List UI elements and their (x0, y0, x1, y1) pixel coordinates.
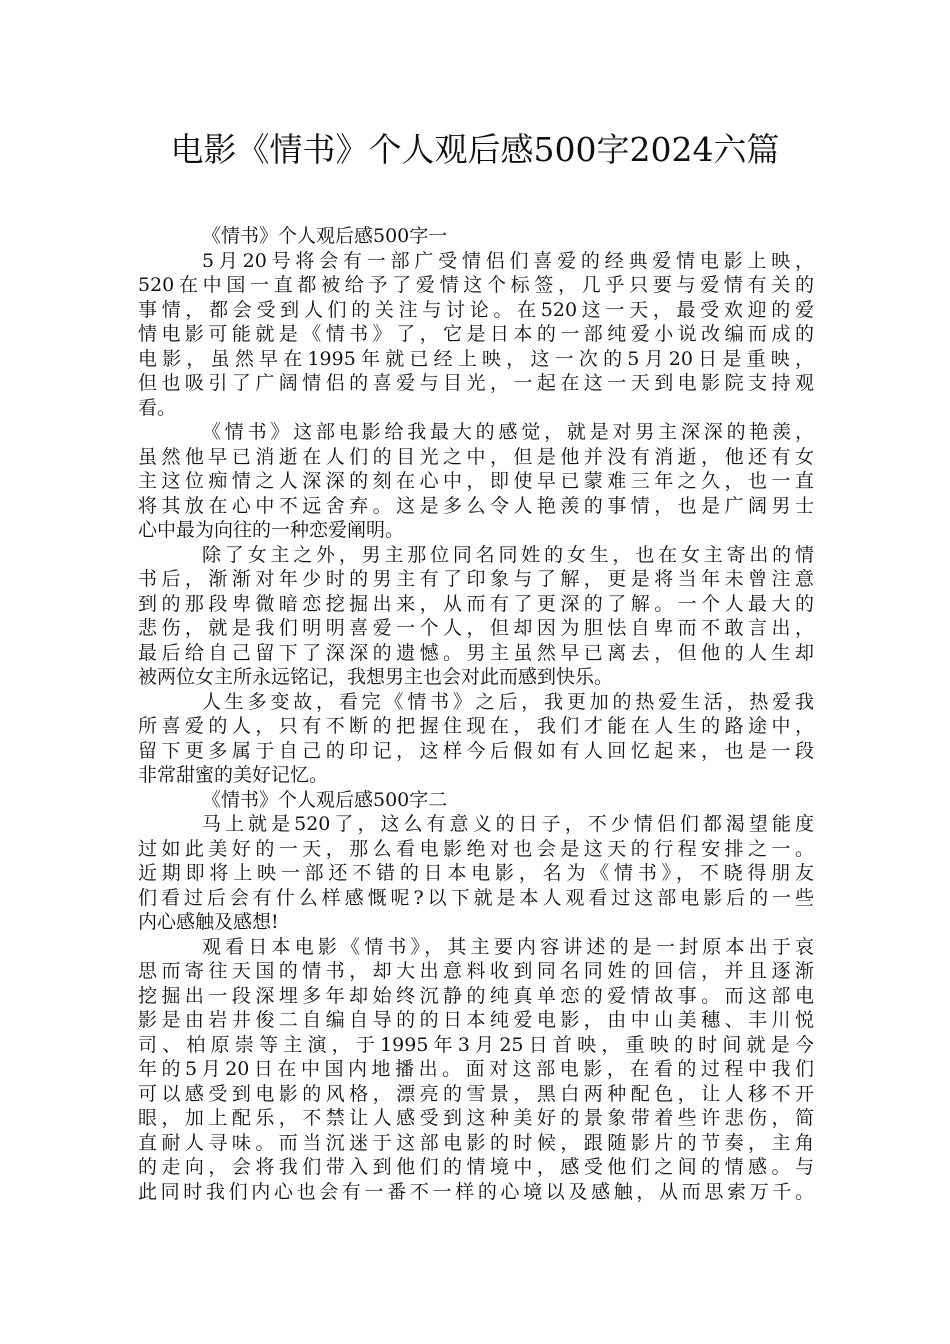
text-line: 主这位痴情之人深深的刻在心中，即使早已蒙难三年之久，也一直 (138, 470, 814, 492)
text-line: 司、柏原崇等主演，于1995年3月25日首映，重映的时间就是今 (138, 1033, 814, 1056)
text-line: 观看日本电影《情书》，其主要内容讲述的是一封原本出于哀 (202, 935, 814, 958)
text-line: 《情书》个人观后感500字二 (202, 788, 448, 811)
text-line: 留下更多属于自己的印记，这样今后假如有人回忆起来，也是一段 (138, 739, 814, 762)
text-line: 内心感触及感想! (138, 911, 279, 933)
text-line: 近期即将上映一部还不错的日本电影，名为《情书》，不晓得朋友 (138, 862, 814, 884)
text-line: 所喜爱的人，只有不断的把握住现在，我们才能在人生的路途中， (138, 715, 814, 737)
text-line: 《情书》这部电影给我最大的感觉，就是对男主深深的艳羡， (202, 421, 814, 443)
text-line: 马上就是520了，这么有意义的日子，不少情侣们都渴望能度 (202, 813, 814, 835)
text-line: 最后给自己留下了深深的遗憾。男主虽然早已离去，但他的人生却 (138, 641, 814, 664)
text-line: 5月20号将会有一部广受情侣们喜爱的经典爱情电影上映， (202, 249, 814, 272)
text-line: 年的5月20日在中国内地播出。面对这部电影，在看的过程中我们 (138, 1058, 814, 1080)
document-body (138, 224, 814, 1204)
text-line: 事情，都会受到人们的关注与讨论。在520这一天，最受欢迎的爱 (138, 298, 814, 321)
text-line: 过如此美好的一天，那么看电影绝对也会是这天的行程安排之一。 (138, 837, 814, 860)
text-line: 但也吸引了广阔情侣的喜爱与目光，一起在这一天到电影院支持观 (138, 372, 814, 394)
text-line: 被两位女主所永远铭记，我想男主也会对此而感到快乐。 (138, 666, 614, 688)
text-line: 影是由岩井俊二自编自导的的日本纯爱电影，由中山美穗、丰川悦 (138, 1009, 814, 1031)
text-line: 书后，渐渐对年少时的男主有了印象与了解，更是将当年未曾注意 (138, 568, 814, 590)
text-line: 眼，加上配乐，不禁让人感受到这种美好的景象带着些许悲伤，简 (138, 1107, 814, 1129)
text-line: 的走向，会将我们带入到他们的情境中，感受他们之间的情感。与 (138, 1156, 814, 1178)
text-line: 此同时我们内心也会有一番不一样的心境以及感触，从而思索万千。 (138, 1180, 814, 1203)
text-line: 到的那段卑微暗恋挖掘出来，从而有了更深的了解。一个人最大的 (138, 592, 814, 615)
text-line: 《情书》个人观后感500字一 (202, 225, 448, 247)
text-line: 们看过后会有什么样感慨呢?以下就是本人观看过这部电影后的一些 (138, 886, 814, 909)
text-line: 挖掘出一段深埋多年却始终沉静的纯真单恋的爱情故事。而这部电 (138, 984, 814, 1007)
text-line: 悲伤，就是我们明明喜爱一个人，但却因为胆怯自卑而不敢言出， (138, 617, 814, 639)
text-line: 520在中国一直都被给予了爱情这个标签，几乎只要与爱情有关的 (138, 274, 814, 296)
text-line: 直耐人寻味。而当沉迷于这部电影的时候，跟随影片的节奏，主角 (138, 1131, 814, 1154)
document-title: 电影《情书》个人观后感500字2024六篇 (170, 130, 780, 169)
text-line: 除了女主之外，男主那位同名同姓的女生，也在女主寄出的情 (202, 543, 814, 566)
text-line: 思而寄往天国的情书，却大出意料收到同名同姓的回信，并且逐渐 (138, 960, 814, 982)
text-line: 人生多变故，看完《情书》之后，我更加的热爱生活，热爱我 (202, 690, 814, 713)
text-line: 虽然他早已消逝在人们的目光之中，但是他并没有消逝，他还有女 (138, 445, 814, 468)
text-line: 将其放在心中不远舍弃。这是多么令人艳羡的事情，也是广阔男士 (138, 494, 814, 517)
text-line: 电影，虽然早在1995年就已经上映，这一次的5月20日是重映， (138, 347, 814, 370)
text-line: 可以感受到电影的风格，漂亮的雪景，黑白两种配色，让人移不开 (138, 1082, 814, 1105)
text-line: 情电影可能就是《情书》了，它是日本的一部纯爱小说改编而成的 (138, 323, 814, 345)
text-line: 看。 (138, 396, 177, 419)
text-line: 非常甜蜜的美好记忆。 (138, 764, 329, 786)
text-line: 心中最为向往的一种恋爱阐明。 (138, 519, 405, 541)
